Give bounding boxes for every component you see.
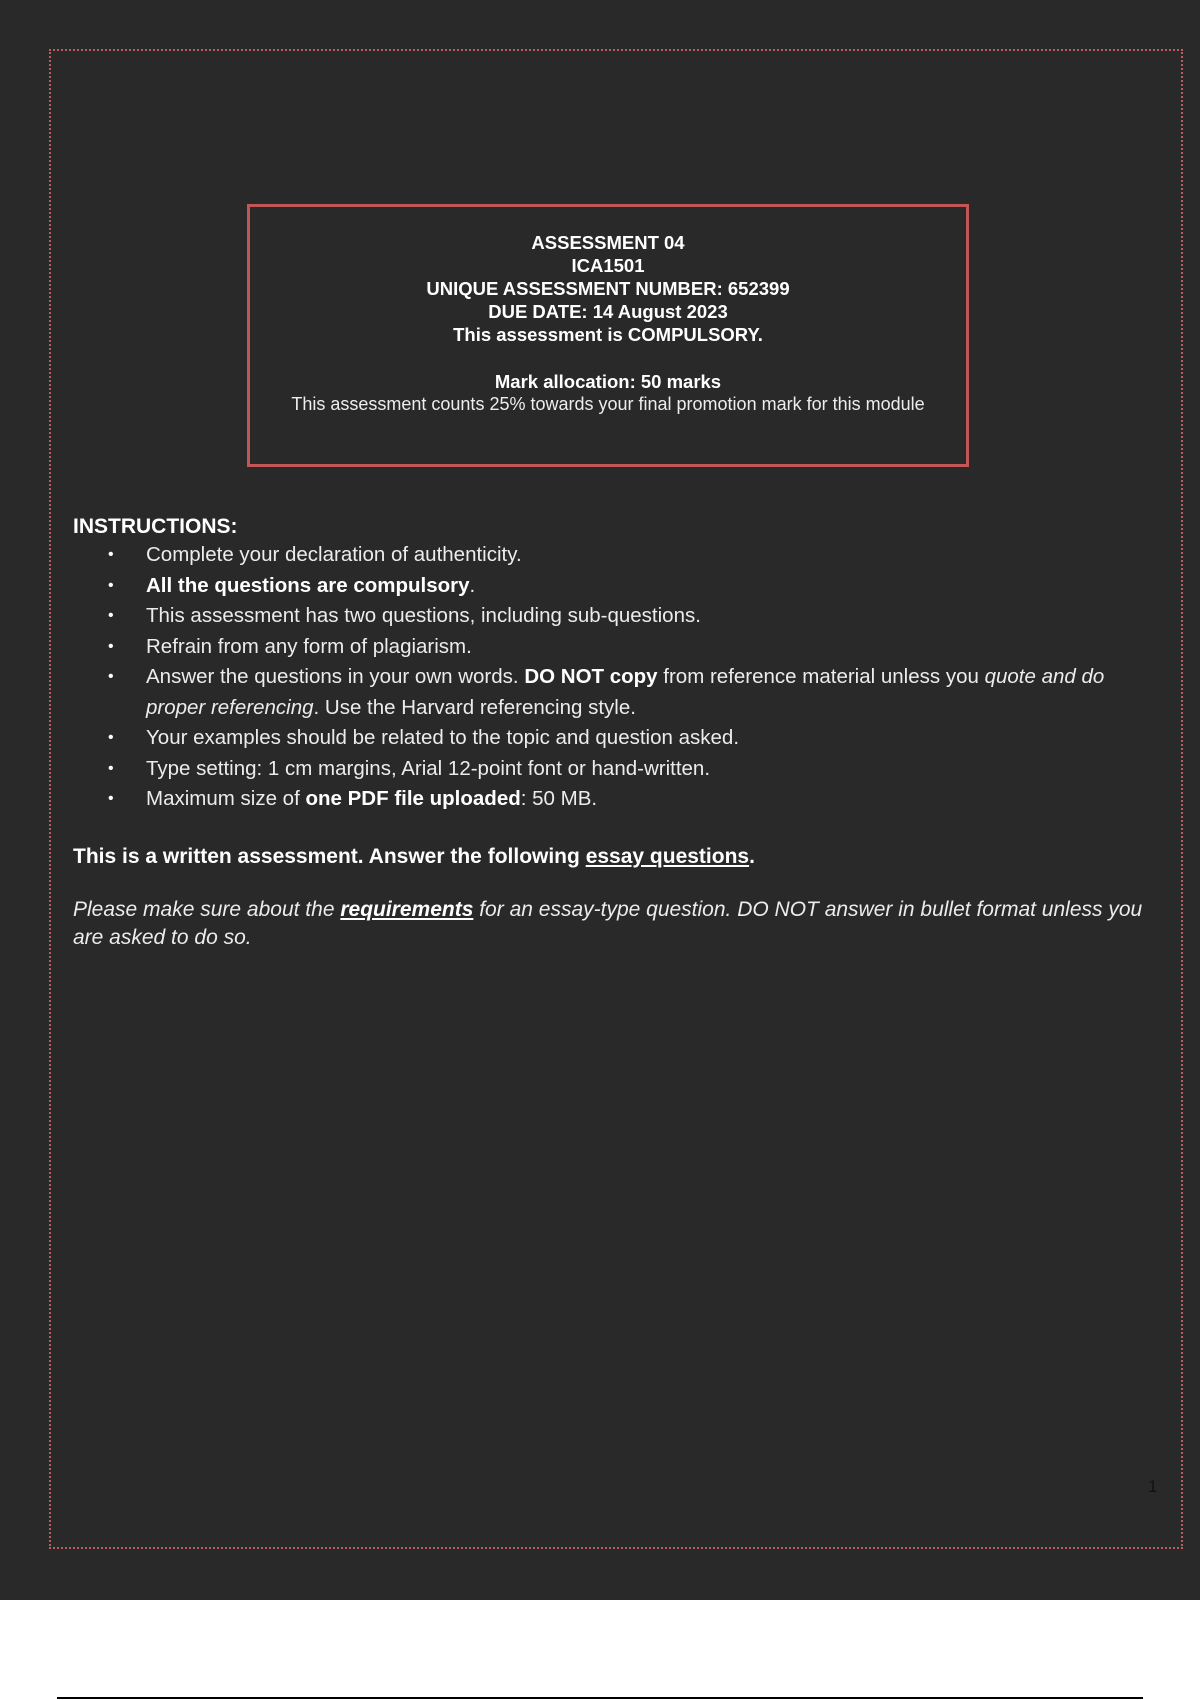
bullet-icon: • — [108, 790, 114, 807]
bullet-icon: • — [108, 546, 114, 563]
promotion-mark-note: This assessment counts 25% towards your final promotion mark for this module — [291, 394, 925, 414]
written-assessment-statement: This is a written assessment. Answer the following essay questions. — [73, 845, 755, 868]
list-item: • Refrain from any form of plagiarism. — [73, 632, 1163, 663]
unique-assessment-number: UNIQUE ASSESSMENT NUMBER: 652399 — [426, 278, 790, 299]
list-item: • Type setting: 1 cm margins, Arial 12-point font or hand-written. — [73, 754, 1163, 785]
essay-questions-text: essay questions — [585, 845, 750, 868]
bullet-icon: • — [108, 607, 114, 624]
list-item: • Maximum size of one PDF file uploaded: 50 MB. — [73, 784, 1163, 815]
instructions-heading: INSTRUCTIONS: — [73, 515, 238, 538]
assessment-header-box — [247, 204, 969, 467]
module-code: ICA1501 — [571, 255, 645, 276]
list-item: • This assessment has two questions, including sub-questions. — [73, 601, 1163, 632]
bullet-icon: • — [108, 759, 114, 777]
bullet-icon: • — [108, 637, 114, 655]
compulsory-statement: This assessment is COMPULSORY. — [453, 324, 763, 345]
bullet-icon: • — [108, 576, 114, 594]
list-item: • Your examples should be related to the topic and question asked. — [73, 723, 1163, 754]
list-item: • Complete your declaration of authenticity. — [73, 540, 1163, 571]
due-date: DUE DATE: 14 August 2023 — [488, 301, 728, 322]
essay-requirements-note: Please make sure about the requirements for an essay-type question. DO NOT answer in bullet format unless you are asked to do so. — [73, 898, 1143, 949]
next-page-rule — [57, 1697, 1143, 1699]
instructions-list — [73, 540, 1163, 815]
list-item: • Answer the questions in your own words. DO NOT copy from reference material unless you quote and do proper referencing. Use the Harvard referencing style. — [73, 662, 1163, 723]
page-number: 1 — [1148, 1477, 1158, 1496]
list-item: • All the questions are compulsory. — [73, 571, 1163, 602]
bullet-icon: • — [108, 668, 114, 685]
mark-allocation: Mark allocation: 50 marks — [494, 371, 722, 392]
bullet-icon: • — [108, 729, 114, 746]
requirements-text: requirements — [340, 898, 474, 921]
assessment-title: ASSESSMENT 04 — [531, 232, 685, 253]
